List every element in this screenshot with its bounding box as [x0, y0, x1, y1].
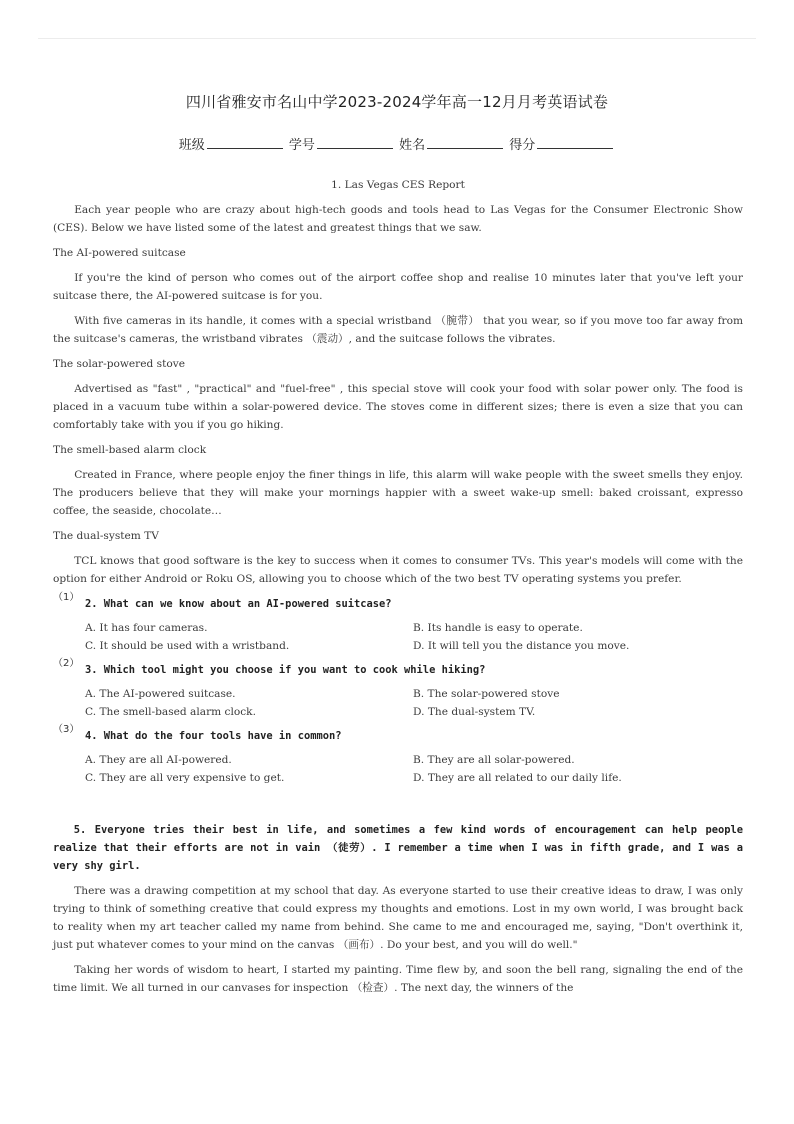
section-title: The AI-powered suitcase: [53, 247, 186, 259]
passage2-paragraph: There was a drawing competition at my school that day. As everyone started to use their creative ideas to draw, I was only trying to think of something creative that could express my thoughts and emotions. Lost in my own world, I was brought back to reality when my art teacher called my name from behind. She came to me and encouraged me, saying, "Don't overthink it, just put whatever comes to your mind on the canvas （画布）. Do your best, and you will do well.": [53, 885, 743, 951]
section-title: The dual-system TV: [53, 530, 159, 542]
question-3: [53, 724, 743, 745]
question-number: （1）: [53, 592, 80, 603]
question-text: 2. What can we know about an AI-powered suitcase?: [85, 598, 392, 610]
option-b[interactable]: B. They are all solar-powered.: [413, 754, 575, 766]
passage2-paragraph: Taking her words of wisdom to heart, I started my painting. Time flew by, and soon the bell rang, signaling the end of the time limit. We all turned in our canvases for inspection （检查）. The next day, the winners of the: [53, 964, 743, 994]
page-title: 四川省雅安市名山中学2023-2024学年高一12月月考英语试卷: [185, 93, 609, 111]
section-paragraph: TCL knows that good software is the key to success when it comes to consumer TVs. This year's models will come with the option for either Android or Roku OS, allowing you to choose which of the two best TV operating systems you prefer.: [53, 555, 743, 585]
question-1-options: [53, 619, 743, 655]
passage1-intro: Each year people who are crazy about high-tech goods and tools head to Las Vegas for the Consumer Electronic Show (CES). Below we have listed some of the latest and greatest things that we saw.: [53, 204, 743, 234]
option-b[interactable]: B. The solar-powered stove: [413, 688, 560, 700]
id-label: 学号: [288, 138, 315, 153]
question-number: （2）: [53, 658, 80, 669]
section-paragraph: Advertised as "fast" , "practical" and "fuel-free" , this special stove will cook your food with solar power only. The food is placed in a vacuum tube within a solar-powered device. The stoves come in different sizes; there is even a size that you can comfortably take with you if you go hiking.: [53, 383, 743, 431]
section-title: The smell-based alarm clock: [53, 444, 207, 456]
option-a[interactable]: A. They are all AI-powered.: [85, 754, 232, 766]
question-2: [53, 658, 743, 679]
option-c[interactable]: C. It should be used with a wristband.: [85, 640, 290, 652]
passage1-heading: 1. Las Vegas CES Report: [331, 179, 465, 191]
option-d[interactable]: D. It will tell you the distance you move.: [413, 640, 630, 652]
student-info-line: [0, 134, 794, 153]
option-c[interactable]: C. They are all very expensive to get.: [85, 772, 285, 784]
score-blank[interactable]: [537, 136, 613, 149]
name-label: 姓名: [399, 138, 426, 153]
question-number: （3）: [53, 724, 80, 735]
passage2-heading: 5. Everyone tries their best in life, and sometimes a few kind words of encouragement can help people realize that their efforts are not in vain （徒劳）. I remember a time when I was in fifth grade, and I was a very shy girl.: [53, 824, 743, 872]
question-1: [53, 592, 743, 613]
option-b[interactable]: B. Its handle is easy to operate.: [413, 622, 583, 634]
class-blank[interactable]: [207, 136, 283, 149]
section-paragraph: If you're the kind of person who comes out of the airport coffee shop and realise 10 minutes later that you've left your suitcase there, the AI-powered suitcase is for you.: [53, 272, 743, 302]
id-blank[interactable]: [317, 136, 393, 149]
question-text: 4. What do the four tools have in common?: [85, 730, 342, 742]
top-divider: [38, 38, 756, 39]
section-paragraph: With five cameras in its handle, it comes with a special wristband （腕带） that you wear, so if you move too far away from the suitcase's cameras, the wristband vibrates （震动）, and the suitcase follows the vibrates.: [53, 315, 743, 345]
option-d[interactable]: D. They are all related to our daily life.: [413, 772, 622, 784]
exam-content: [53, 176, 743, 1004]
question-text: 3. Which tool might you choose if you want to cook while hiking?: [85, 664, 486, 676]
option-a[interactable]: A. It has four cameras.: [85, 622, 208, 634]
option-d[interactable]: D. The dual-system TV.: [413, 706, 536, 718]
question-3-options: [53, 751, 743, 787]
question-2-options: [53, 685, 743, 721]
section-paragraph: Created in France, where people enjoy the finer things in life, this alarm will wake people with the sweet smells they enjoy. The producers believe that they will make your mornings happier with a sweet wake-up smell: baked croissant, expresso coffee, the seaside, chocolate…: [53, 469, 743, 517]
score-label: 得分: [509, 138, 536, 153]
option-a[interactable]: A. The AI-powered suitcase.: [85, 688, 236, 700]
section-title: The solar-powered stove: [53, 358, 185, 370]
option-c[interactable]: C. The smell-based alarm clock.: [85, 706, 256, 718]
name-blank[interactable]: [427, 136, 503, 149]
class-label: 班级: [178, 138, 205, 153]
